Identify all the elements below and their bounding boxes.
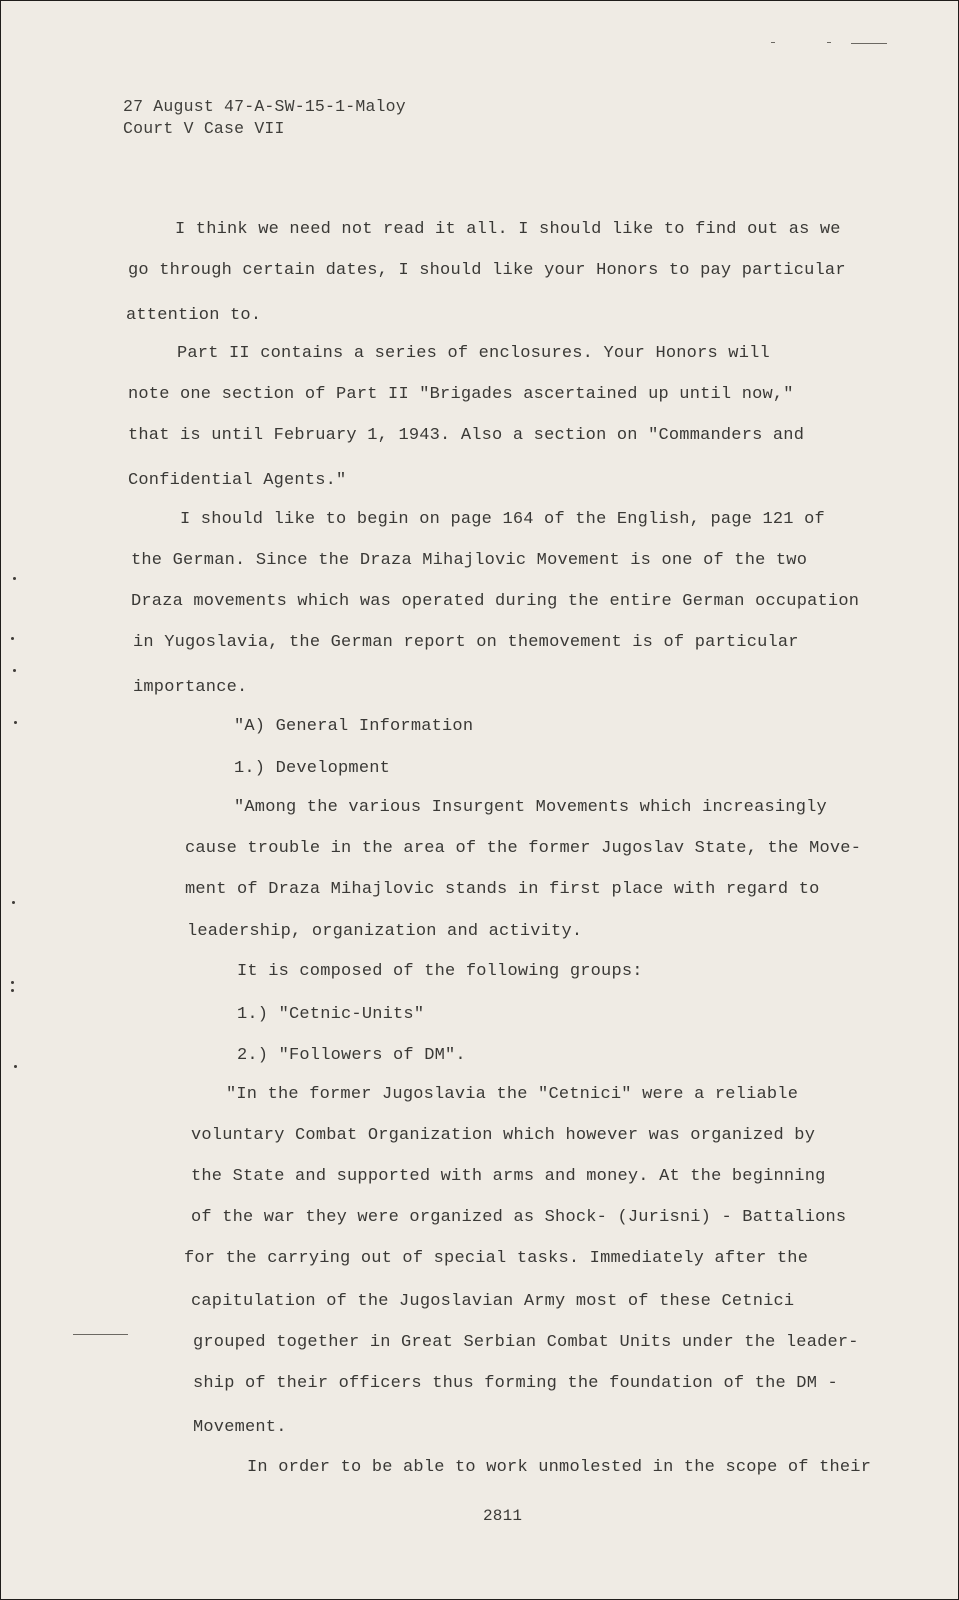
margin-dot <box>14 721 17 724</box>
quoted-line: the State and supported with arms and money. At the beginning <box>191 1167 826 1186</box>
margin-dot <box>11 989 14 992</box>
quoted-line: ship of their officers thus forming the foundation of the DM - <box>193 1374 838 1393</box>
quoted-line: "In the former Jugoslavia the "Cetnici" were a reliable <box>226 1085 799 1104</box>
header-court-case: Court V Case VII <box>123 119 285 138</box>
margin-dot <box>11 981 14 984</box>
quoted-line: capitulation of the Jugoslavian Army most of these Cetnici <box>191 1292 795 1311</box>
page-number: 2811 <box>483 1507 523 1525</box>
margin-dot <box>13 577 16 580</box>
quoted-line: cause trouble in the area of the former Jugoslav State, the Move- <box>185 839 862 858</box>
stray-mark-top-right <box>827 42 831 43</box>
body-line: note one section of Part II "Brigades ascertained up until now," <box>128 385 794 404</box>
quoted-line: of the war they were organized as Shock- (Jurisni) - Battalions <box>191 1208 847 1227</box>
body-line: I think we need not read it all. I should like to find out as we <box>175 220 841 239</box>
header-reference: 27 August 47-A-SW-15-1-Maloy <box>123 97 406 116</box>
quoted-line: ment of Draza Mihajlovic stands in first place with regard to <box>185 880 820 899</box>
stray-mark-top-right <box>771 42 775 43</box>
quoted-line: In order to be able to work unmolested in the scope of their <box>247 1458 872 1477</box>
body-line: that is until February 1, 1943. Also a section on "Commanders and <box>128 426 805 445</box>
body-line: importance. <box>133 678 248 697</box>
quoted-line: It is composed of the following groups: <box>237 962 643 981</box>
quoted-line: leadership, organization and activity. <box>187 922 583 941</box>
list-item: 1.) "Cetnic-Units" <box>237 1005 425 1024</box>
stray-mark-left-margin <box>73 1334 128 1335</box>
body-line: the German. Since the Draza Mihajlovic Movement is one of the two <box>131 551 808 570</box>
body-line: Part II contains a series of enclosures. Your Honors will <box>177 344 770 363</box>
quoted-line: for the carrying out of special tasks. Immediately after the <box>184 1249 809 1268</box>
list-item: 2.) "Followers of DM". <box>237 1046 466 1065</box>
section-heading: "A) General Information <box>234 717 474 736</box>
margin-dot <box>13 669 16 672</box>
document-page <box>1 1 958 1599</box>
margin-dot <box>12 901 15 904</box>
quoted-line: grouped together in Great Serbian Combat Units under the leader- <box>193 1333 859 1352</box>
margin-dot <box>14 1065 17 1068</box>
body-line: go through certain dates, I should like your Honors to pay particular <box>128 261 846 280</box>
margin-dot <box>11 637 14 640</box>
quoted-line: "Among the various Insurgent Movements which increasingly <box>234 798 827 817</box>
quoted-line: Movement. <box>193 1418 287 1437</box>
body-line: Confidential Agents." <box>128 471 347 490</box>
quoted-line: voluntary Combat Organization which however was organized by <box>191 1126 816 1145</box>
body-line: in Yugoslavia, the German report on themovement is of particular <box>133 633 799 652</box>
body-line: attention to. <box>126 306 262 325</box>
stray-mark-top-right <box>851 43 887 44</box>
body-line: I should like to begin on page 164 of the English, page 121 of <box>180 510 825 529</box>
section-subheading: 1.) Development <box>234 759 391 778</box>
body-line: Draza movements which was operated during the entire German occupation <box>131 592 860 611</box>
